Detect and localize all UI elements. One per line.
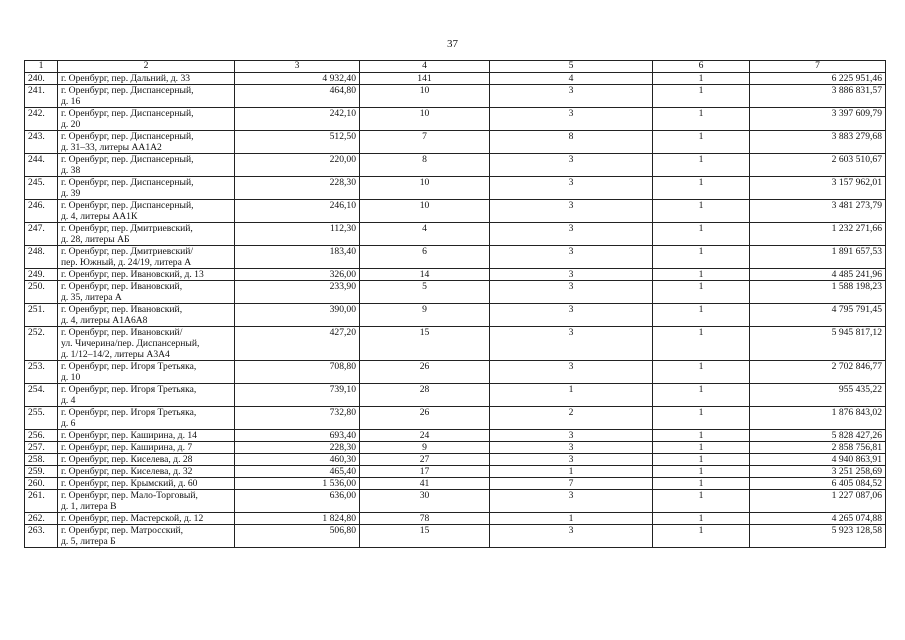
table-row — [25, 513, 886, 525]
row-number: 243. — [25, 131, 58, 154]
column-4-cell: 41 — [360, 478, 490, 490]
address-line: г. Оренбург, пер. Матросский, — [61, 525, 184, 536]
address-line: д. 5, литера Б — [61, 536, 116, 547]
cost-cell: 4 485 241,96 — [750, 269, 886, 281]
column-4-cell: 26 — [360, 361, 490, 384]
address-line: г. Оренбург, пер. Ивановский, — [61, 281, 183, 292]
cost-cell: 5 945 817,12 — [750, 327, 886, 361]
column-4-cell: 78 — [360, 513, 490, 525]
row-number: 250. — [25, 281, 58, 304]
column-4-cell: 7 — [360, 131, 490, 154]
column-4-cell: 10 — [360, 177, 490, 200]
column-5-cell: 3 — [490, 85, 653, 108]
column-6-cell: 1 — [653, 407, 750, 430]
address-line: д. 6 — [61, 418, 76, 429]
cost-cell: 1 588 198,23 — [750, 281, 886, 304]
area-cell: 228,30 — [235, 442, 360, 454]
column-4-cell: 8 — [360, 154, 490, 177]
address-line: ул. Чичерина/пер. Диспансерный, — [61, 338, 200, 349]
column-5-cell: 3 — [490, 525, 653, 548]
table-row — [25, 304, 886, 327]
row-number: 248. — [25, 246, 58, 269]
row-number: 258. — [25, 454, 58, 466]
address-line: г. Оренбург, пер. Игоря Третьяка, — [61, 361, 197, 372]
cost-cell: 1 891 657,53 — [750, 246, 886, 269]
table-row — [25, 131, 886, 154]
column-5-cell: 1 — [490, 466, 653, 478]
area-cell: 739,10 — [235, 384, 360, 407]
column-4-cell: 5 — [360, 281, 490, 304]
address-cell — [58, 73, 235, 85]
row-number: 259. — [25, 466, 58, 478]
column-6-cell: 1 — [653, 200, 750, 223]
column-4-cell: 15 — [360, 525, 490, 548]
table-row — [25, 108, 886, 131]
table-row — [25, 478, 886, 490]
cost-cell: 3 886 831,57 — [750, 85, 886, 108]
row-number: 241. — [25, 85, 58, 108]
column-6-cell: 1 — [653, 131, 750, 154]
column-6-cell: 1 — [653, 384, 750, 407]
address-cell — [58, 85, 235, 108]
address-cell — [58, 490, 235, 513]
column-4-cell: 24 — [360, 430, 490, 442]
column-5-cell: 3 — [490, 108, 653, 131]
address-line: д. 4 — [61, 395, 76, 406]
area-cell: 1 536,00 — [235, 478, 360, 490]
table-row — [25, 73, 886, 85]
cost-cell: 1 876 843,02 — [750, 407, 886, 430]
table-row — [25, 442, 886, 454]
column-4-cell: 4 — [360, 223, 490, 246]
column-header: 2 — [58, 61, 235, 73]
area-cell: 390,00 — [235, 304, 360, 327]
column-4-cell: 27 — [360, 454, 490, 466]
address-cell — [58, 200, 235, 223]
column-header-row — [25, 61, 886, 73]
column-4-cell: 15 — [360, 327, 490, 361]
column-6-cell: 1 — [653, 281, 750, 304]
address-cell — [58, 525, 235, 548]
address-cell — [58, 454, 235, 466]
address-line: г. Оренбург, пер. Игоря Третьяка, — [61, 407, 197, 418]
row-number: 245. — [25, 177, 58, 200]
column-5-cell: 1 — [490, 384, 653, 407]
address-line: д. 31–33, литеры АА1А2 — [61, 142, 162, 153]
column-5-cell: 3 — [490, 177, 653, 200]
address-cell — [58, 384, 235, 407]
cost-cell: 3 481 273,79 — [750, 200, 886, 223]
cost-cell: 2 858 756,81 — [750, 442, 886, 454]
column-header: 5 — [490, 61, 653, 73]
column-6-cell: 1 — [653, 490, 750, 513]
column-6-cell: 1 — [653, 430, 750, 442]
address-line: д. 35, литера А — [61, 292, 122, 303]
column-header: 7 — [750, 61, 886, 73]
row-number: 246. — [25, 200, 58, 223]
table-row — [25, 246, 886, 269]
row-number: 257. — [25, 442, 58, 454]
area-cell: 1 824,80 — [235, 513, 360, 525]
column-6-cell: 1 — [653, 304, 750, 327]
table-row — [25, 200, 886, 223]
cost-cell: 3 397 609,79 — [750, 108, 886, 131]
address-cell — [58, 223, 235, 246]
cost-cell: 5 923 128,58 — [750, 525, 886, 548]
address-cell — [58, 131, 235, 154]
column-4-cell: 26 — [360, 407, 490, 430]
row-number: 256. — [25, 430, 58, 442]
table-body — [25, 73, 886, 548]
table-row — [25, 454, 886, 466]
cost-cell: 6 225 951,46 — [750, 73, 886, 85]
area-cell: 465,40 — [235, 466, 360, 478]
column-5-cell: 3 — [490, 246, 653, 269]
address-line: д. 28, литеры АБ — [61, 234, 130, 245]
column-6-cell: 1 — [653, 73, 750, 85]
address-line: г. Оренбург, пер. Игоря Третьяка, — [61, 384, 197, 395]
address-line: д. 4, литеры А1А6А8 — [61, 315, 148, 326]
column-6-cell: 1 — [653, 223, 750, 246]
address-cell — [58, 177, 235, 200]
area-cell: 464,80 — [235, 85, 360, 108]
table-row — [25, 327, 886, 361]
area-cell: 246,10 — [235, 200, 360, 223]
address-line: д. 20 — [61, 119, 81, 130]
address-line: д. 4, литеры АА1К — [61, 211, 138, 222]
column-5-cell: 3 — [490, 304, 653, 327]
address-cell — [58, 269, 235, 281]
area-cell: 460,30 — [235, 454, 360, 466]
address-line: г. Оренбург, пер. Киселева, д. 28 — [61, 454, 193, 465]
row-number: 244. — [25, 154, 58, 177]
address-line: д. 1/12–14/2, литеры А3А4 — [61, 349, 170, 360]
column-4-cell: 141 — [360, 73, 490, 85]
column-5-cell: 3 — [490, 430, 653, 442]
column-6-cell: 1 — [653, 478, 750, 490]
cost-cell: 4 265 074,88 — [750, 513, 886, 525]
area-cell: 183,40 — [235, 246, 360, 269]
address-line: г. Оренбург, пер. Ивановский, д. 13 — [61, 269, 204, 280]
column-6-cell: 1 — [653, 466, 750, 478]
column-6-cell: 1 — [653, 327, 750, 361]
address-line: г. Оренбург, пер. Диспансерный, — [61, 200, 194, 211]
address-line: д. 1, литера В — [61, 501, 117, 512]
area-cell: 636,00 — [235, 490, 360, 513]
column-5-cell: 3 — [490, 269, 653, 281]
table-row — [25, 154, 886, 177]
address-cell — [58, 478, 235, 490]
address-cell — [58, 430, 235, 442]
address-line: д. 39 — [61, 188, 81, 199]
column-4-cell: 9 — [360, 442, 490, 454]
table-row — [25, 490, 886, 513]
cost-cell: 955 435,22 — [750, 384, 886, 407]
cost-cell: 6 405 084,52 — [750, 478, 886, 490]
address-line: г. Оренбург, пер. Дмитриевский/ — [61, 246, 194, 257]
column-5-cell: 3 — [490, 490, 653, 513]
column-4-cell: 30 — [360, 490, 490, 513]
table-row — [25, 85, 886, 108]
column-4-cell: 10 — [360, 108, 490, 131]
address-line: г. Оренбург, пер. Мастерской, д. 12 — [61, 513, 204, 524]
column-6-cell: 1 — [653, 154, 750, 177]
address-cell — [58, 442, 235, 454]
column-6-cell: 1 — [653, 246, 750, 269]
address-cell — [58, 361, 235, 384]
row-number: 253. — [25, 361, 58, 384]
column-6-cell: 1 — [653, 108, 750, 131]
column-6-cell: 1 — [653, 269, 750, 281]
address-line: г. Оренбург, пер. Дальний, д. 33 — [61, 73, 191, 84]
row-number: 249. — [25, 269, 58, 281]
table-row — [25, 361, 886, 384]
column-5-cell: 3 — [490, 361, 653, 384]
address-line: г. Оренбург, пер. Крымский, д. 60 — [61, 478, 198, 489]
column-4-cell: 10 — [360, 85, 490, 108]
address-cell — [58, 281, 235, 304]
address-line: д. 10 — [61, 372, 81, 383]
column-5-cell: 3 — [490, 223, 653, 246]
area-cell: 708,80 — [235, 361, 360, 384]
area-cell: 693,40 — [235, 430, 360, 442]
row-number: 261. — [25, 490, 58, 513]
column-6-cell: 1 — [653, 525, 750, 548]
table-row — [25, 430, 886, 442]
row-number: 252. — [25, 327, 58, 361]
table-row — [25, 525, 886, 548]
area-cell: 506,80 — [235, 525, 360, 548]
cost-cell: 3 883 279,68 — [750, 131, 886, 154]
column-6-cell: 1 — [653, 177, 750, 200]
address-cell — [58, 154, 235, 177]
table-row — [25, 281, 886, 304]
address-cell — [58, 108, 235, 131]
column-5-cell: 3 — [490, 442, 653, 454]
column-header: 1 — [25, 61, 58, 73]
cost-cell: 4 795 791,45 — [750, 304, 886, 327]
area-cell: 233,90 — [235, 281, 360, 304]
cost-cell: 2 603 510,67 — [750, 154, 886, 177]
column-4-cell: 28 — [360, 384, 490, 407]
address-cell — [58, 407, 235, 430]
row-number: 263. — [25, 525, 58, 548]
column-6-cell: 1 — [653, 513, 750, 525]
cost-cell: 3 251 258,69 — [750, 466, 886, 478]
area-cell: 512,50 — [235, 131, 360, 154]
area-cell: 220,00 — [235, 154, 360, 177]
address-line: г. Оренбург, пер. Диспансерный, — [61, 108, 194, 119]
column-header: 3 — [235, 61, 360, 73]
address-cell — [58, 246, 235, 269]
row-number: 254. — [25, 384, 58, 407]
column-5-cell: 2 — [490, 407, 653, 430]
column-6-cell: 1 — [653, 361, 750, 384]
row-number: 242. — [25, 108, 58, 131]
column-6-cell: 1 — [653, 454, 750, 466]
column-4-cell: 17 — [360, 466, 490, 478]
address-line: г. Оренбург, пер. Дмитриевский, — [61, 223, 193, 234]
column-5-cell: 3 — [490, 200, 653, 223]
table-row — [25, 269, 886, 281]
address-cell — [58, 466, 235, 478]
column-5-cell: 3 — [490, 154, 653, 177]
column-6-cell: 1 — [653, 442, 750, 454]
address-line: г. Оренбург, пер. Ивановский, — [61, 304, 183, 315]
address-line: г. Оренбург, пер. Каширина, д. 14 — [61, 430, 197, 441]
registry-table — [24, 60, 886, 548]
column-header: 4 — [360, 61, 490, 73]
area-cell: 112,30 — [235, 223, 360, 246]
column-4-cell: 9 — [360, 304, 490, 327]
column-5-cell: 4 — [490, 73, 653, 85]
column-5-cell: 7 — [490, 478, 653, 490]
table-row — [25, 466, 886, 478]
address-cell — [58, 327, 235, 361]
address-line: д. 38 — [61, 165, 81, 176]
cost-cell: 1 232 271,66 — [750, 223, 886, 246]
address-line: пер. Южный, д. 24/19, литера А — [61, 257, 192, 268]
column-6-cell: 1 — [653, 85, 750, 108]
address-line: г. Оренбург, пер. Ивановский/ — [61, 327, 183, 338]
column-5-cell: 3 — [490, 454, 653, 466]
cost-cell: 5 828 427,26 — [750, 430, 886, 442]
row-number: 255. — [25, 407, 58, 430]
column-5-cell: 8 — [490, 131, 653, 154]
column-5-cell: 1 — [490, 513, 653, 525]
row-number: 251. — [25, 304, 58, 327]
table-row — [25, 407, 886, 430]
area-cell: 326,00 — [235, 269, 360, 281]
column-4-cell: 6 — [360, 246, 490, 269]
column-header: 6 — [653, 61, 750, 73]
row-number: 247. — [25, 223, 58, 246]
area-cell: 242,10 — [235, 108, 360, 131]
column-5-cell: 3 — [490, 281, 653, 304]
address-line: д. 16 — [61, 96, 81, 107]
address-line: г. Оренбург, пер. Каширина, д. 7 — [61, 442, 193, 453]
area-cell: 4 932,40 — [235, 73, 360, 85]
cost-cell: 2 702 846,77 — [750, 361, 886, 384]
row-number: 240. — [25, 73, 58, 85]
address-line: г. Оренбург, пер. Диспансерный, — [61, 154, 194, 165]
address-line: г. Оренбург, пер. Мало-Торговый, — [61, 490, 198, 501]
column-5-cell: 3 — [490, 327, 653, 361]
address-line: г. Оренбург, пер. Диспансерный, — [61, 131, 194, 142]
page-number: 37 — [447, 38, 458, 50]
area-cell: 732,80 — [235, 407, 360, 430]
column-4-cell: 14 — [360, 269, 490, 281]
table-row — [25, 177, 886, 200]
address-line: г. Оренбург, пер. Киселева, д. 32 — [61, 466, 193, 477]
area-cell: 228,30 — [235, 177, 360, 200]
column-4-cell: 10 — [360, 200, 490, 223]
row-number: 260. — [25, 478, 58, 490]
cost-cell: 4 940 863,91 — [750, 454, 886, 466]
address-cell — [58, 304, 235, 327]
table-row — [25, 384, 886, 407]
cost-cell: 3 157 962,01 — [750, 177, 886, 200]
address-line: г. Оренбург, пер. Диспансерный, — [61, 177, 194, 188]
address-line: г. Оренбург, пер. Диспансерный, — [61, 85, 194, 96]
address-cell — [58, 513, 235, 525]
area-cell: 427,20 — [235, 327, 360, 361]
row-number: 262. — [25, 513, 58, 525]
cost-cell: 1 227 087,06 — [750, 490, 886, 513]
table-row — [25, 223, 886, 246]
